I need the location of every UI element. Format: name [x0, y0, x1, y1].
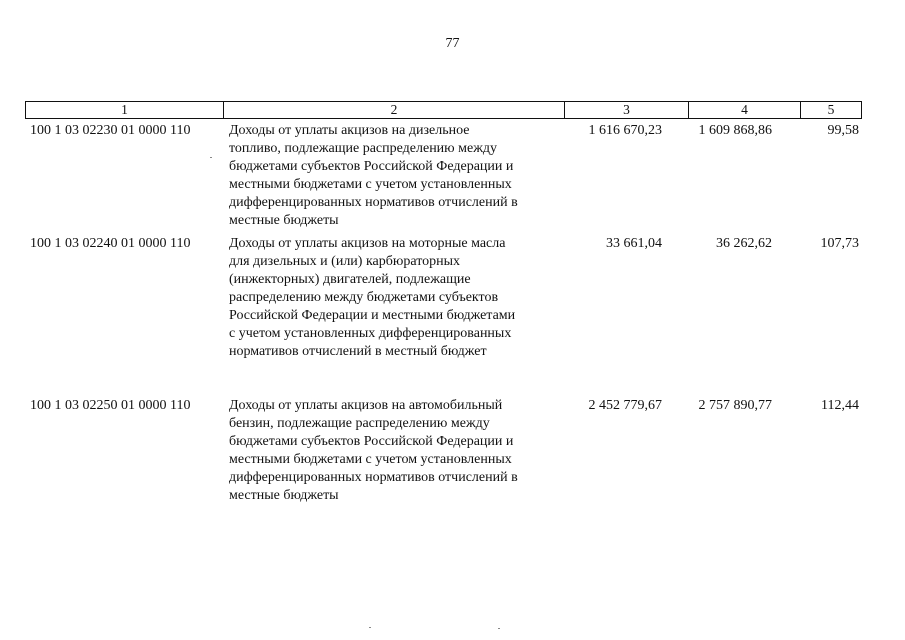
- value-col-5: 112,44: [821, 398, 859, 413]
- value-col-5: 107,73: [820, 236, 859, 251]
- description-line: Российской Федерации и местными бюджетами: [229, 308, 516, 323]
- header-col-2: 2: [224, 102, 565, 118]
- description-line: местными бюджетами с учетом установленных: [229, 452, 512, 467]
- description-line: топливо, подлежащие распределению между: [229, 141, 498, 156]
- row-description: [229, 122, 549, 230]
- description-line: бензин, подлежащие распределению между: [229, 416, 490, 431]
- scan-speck: [369, 627, 371, 628]
- budget-code: 100 1 03 02250 01 0000 110: [30, 398, 191, 413]
- description-line: дифференцированных нормативов отчислений в: [229, 195, 518, 210]
- description-line: распределению между бюджетами субъектов: [229, 290, 499, 305]
- page-number: 77: [445, 36, 460, 51]
- value-col-3: 2 452 779,67: [588, 398, 662, 413]
- budget-code: 100 1 03 02230 01 0000 110: [30, 123, 191, 138]
- description-line: дифференцированных нормативов отчислений в: [229, 470, 518, 485]
- description-line: бюджетами субъектов Российской Федерации и: [229, 159, 514, 174]
- description-line: с учетом установленных дифференцированных: [229, 326, 512, 341]
- scan-speck: [498, 628, 500, 629]
- description-line: для дизельных и (или) карбюраторных: [229, 254, 461, 269]
- description-line: местными бюджетами с учетом установленных: [229, 177, 512, 192]
- table-header: [25, 101, 862, 119]
- description-line: Доходы от уплаты акцизов на дизельное: [229, 123, 470, 138]
- value-col-5: 99,58: [827, 123, 859, 138]
- value-col-3: 1 616 670,23: [588, 123, 662, 138]
- header-col-5: 5: [827, 102, 835, 117]
- description-line: Доходы от уплаты акцизов на автомобильный: [229, 398, 503, 413]
- value-col-4: 36 262,62: [716, 236, 772, 251]
- budget-code: 100 1 03 02240 01 0000 110: [30, 236, 191, 251]
- description-line: местные бюджеты: [229, 488, 339, 503]
- description-line: бюджетами субъектов Российской Федерации и: [229, 434, 514, 449]
- header-col-3: 3: [565, 102, 689, 118]
- row-description: [229, 235, 549, 361]
- description-line: (инжекторных) двигателей, подлежащие: [229, 272, 471, 287]
- description-line: Доходы от уплаты акцизов на моторные масла: [229, 236, 506, 251]
- scan-speck: [210, 157, 212, 158]
- header-col-1: 1: [26, 102, 224, 118]
- row-description: [229, 397, 549, 505]
- description-line: местные бюджеты: [229, 213, 339, 228]
- header-col-4: 4: [689, 102, 801, 118]
- value-col-4: 2 757 890,77: [698, 398, 772, 413]
- value-col-4: 1 609 868,86: [698, 123, 772, 138]
- description-line: нормативов отчислений в местный бюджет: [229, 344, 487, 359]
- value-col-3: 33 661,04: [606, 236, 662, 251]
